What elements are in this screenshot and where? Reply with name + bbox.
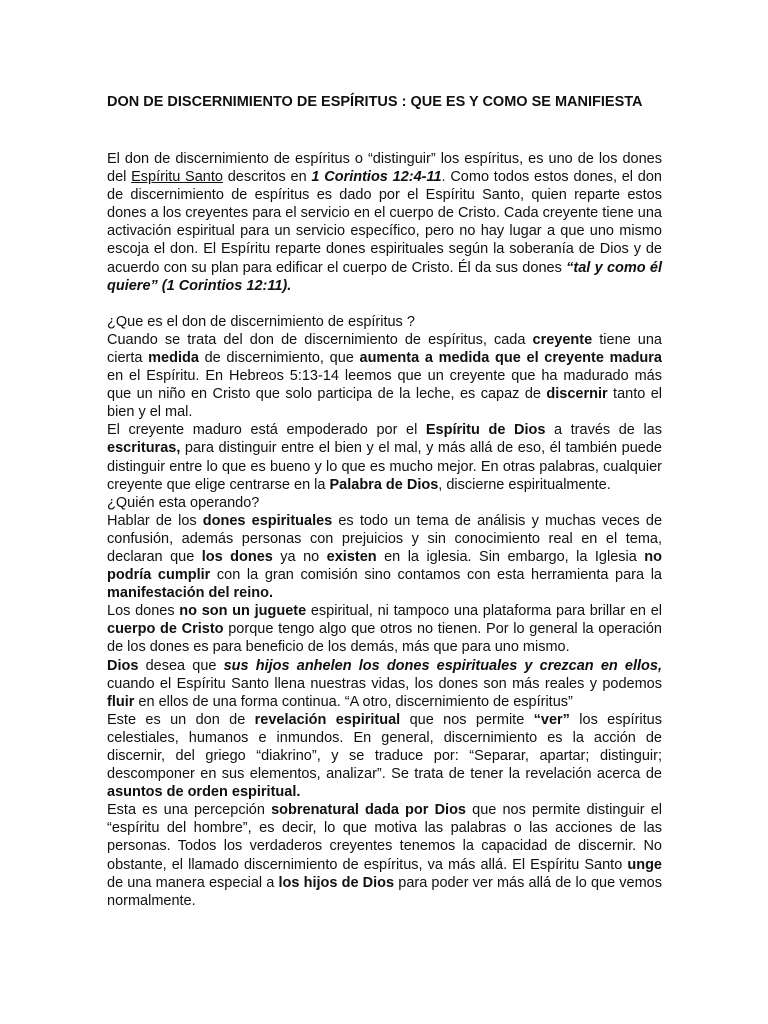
text-run: que nos permite	[400, 711, 534, 728]
text-run: de discernimiento, que	[198, 349, 360, 366]
scripture-quote: “tal y como él quiere” (1 Corintios 12:11).	[107, 259, 663, 294]
bold-run: Dios	[107, 657, 139, 674]
text-run: los espíritus celestiales, humanos e inmundos. En general, discernimiento es la acción de discernir, del griego “diakrino”, y se traduce por: “Separar, apartar; distinguir; descomponer en sus elementos, analizar”. Se trata de tener la revelación acerca de	[107, 711, 662, 783]
paragraph-not-a-toy	[107, 602, 662, 656]
bold-run: unge	[627, 856, 662, 873]
text-run: tanto el bien y el mal.	[107, 386, 662, 421]
bold-run: existen	[326, 548, 377, 565]
bold-run: manifestación del reino.	[107, 585, 273, 602]
text-run: desea que	[138, 657, 224, 674]
bold-run: no son un juguete	[179, 603, 307, 620]
bold-run: no podría cumplir	[107, 548, 662, 584]
paragraph-measure	[107, 331, 662, 421]
text-run: en ellos de una forma continua. “A otro, discernimiento de espíritus”	[134, 693, 573, 710]
bold-run: aumenta a medida que el creyente madura	[359, 349, 662, 366]
text-run: con la gran comisión sino contamos con esta herramienta para la	[210, 567, 662, 584]
paragraph-perception	[107, 801, 662, 910]
text-run: ya no	[272, 548, 327, 565]
text-run: en el Espíritu. En Hebreos 5:13-14 leemos que un creyente que ha madurado más que un niño en Cristo que solo participa de la leche, es capaz de	[107, 368, 662, 403]
text-run: cuando el Espíritu Santo llena nuestras vidas, los dones son más reales y podemos	[107, 675, 662, 692]
bold-run: medida	[148, 349, 199, 366]
text-run: para distinguir entre el bien y el mal, y más allá de eso, él también puede distinguir entre lo que es bueno y lo que es mucho mejor. En otras palabras, cualquier creyente que elige centrarse en la	[107, 440, 662, 493]
paragraph-spiritual-gifts	[107, 512, 662, 602]
text-run: Esta es una percepción	[107, 802, 272, 819]
bold-run: Espíritu de Dios	[425, 422, 546, 439]
bold-run: escrituras,	[107, 440, 181, 457]
text-run: Cuando se trata del don de discernimiento de espíritus, cada	[107, 331, 533, 348]
document-title: DON DE DISCERNIMIENTO DE ESPÍRITUS : QUE ES Y COMO SE MANIFIESTA	[107, 94, 643, 110]
paragraph-mature-believer	[107, 421, 662, 493]
text-run: . Como todos estos dones, el don de discernimiento de espíritus es dado por el Espíritu Santo, quien reparte estos dones a los creyentes para el servicio en el cuerpo de Cristo. Cada creyente tiene una activación espiritual para un servicio específico, pero no hay lugar a que uno mismo escoja el don. El Espíritu reparte dones espirituales según la soberanía de Dios y de acuerdo con su plan para edificar el cuerpo de Cristo. Él da sus dones	[107, 169, 662, 276]
section-question-1: ¿Que es el don de discernimiento de espíritus ?	[107, 313, 415, 330]
bold-italic-run: sus hijos anhelen los dones espirituales y crezcan en ellos,	[223, 657, 662, 674]
intro-paragraph	[107, 150, 662, 295]
bold-run: asuntos de orden espiritual.	[107, 784, 301, 801]
text-run: que nos permite distinguir el “espíritu del hombre”, es decir, lo que motiva las palabras o las acciones de las personas. Todos los verdaderos creyentes tenemos la capacidad de discernir. No obstante, el llamado discernimiento de espíritus, va más allá. El Espíritu Santo	[107, 802, 662, 873]
text-run: El creyente maduro está empoderado por el	[107, 422, 426, 439]
bold-run: creyente	[532, 331, 593, 348]
text-run: Los dones	[107, 603, 180, 620]
bold-run: cuerpo de Cristo	[107, 621, 224, 638]
bold-run: “ver”	[533, 711, 570, 728]
bold-run: dones espirituales	[202, 512, 333, 529]
bold-run: Palabra de Dios	[329, 476, 439, 493]
paragraph-god-desires	[107, 657, 662, 711]
text-run: Hablar de los	[107, 512, 203, 529]
text-run: Este es un don de	[107, 711, 255, 728]
bold-run: sobrenatural dada por Dios	[271, 802, 466, 819]
espiritu-santo-link[interactable]: Espíritu Santo	[131, 169, 223, 186]
text-run: descritos en	[222, 169, 312, 186]
text-run: espiritual, ni tampoco una plataforma para brillar en el	[306, 603, 662, 620]
scripture-reference: 1 Corintios 12:4-11	[311, 169, 442, 186]
bold-run: discernir	[546, 386, 608, 403]
paragraph-revelation	[107, 711, 662, 801]
bold-run: los hijos de Dios	[278, 874, 395, 891]
text-run: porque tengo algo que otros no tienen. Por lo general la operación de los dones es para beneficio de los demás, más que para uno mismo.	[107, 621, 662, 656]
bold-run: fluir	[107, 693, 135, 710]
text-run: tiene una cierta	[107, 331, 662, 366]
section-question-2: ¿Quién esta operando?	[107, 494, 260, 511]
text-run: para poder ver más allá de lo que vemos normalmente.	[107, 874, 662, 909]
text-run: a través de las	[545, 422, 662, 439]
text-run: , discierne espiritualmente.	[438, 476, 611, 493]
bold-run: los dones	[201, 548, 273, 565]
document-body	[107, 150, 662, 910]
text-run: es todo un tema de análisis y muchas veces de confusión, además personas con prejuicios y sin conocimiento real en el tema, declaran que	[107, 512, 663, 565]
text-run: El don de discernimiento de espíritus o “distinguir” los espíritus, es uno de los dones del	[107, 151, 662, 186]
bold-run: revelación espiritual	[254, 711, 401, 728]
text-run: de una manera especial a	[107, 874, 279, 891]
text-run: en la iglesia. Sin embargo, la Iglesia	[376, 548, 645, 565]
